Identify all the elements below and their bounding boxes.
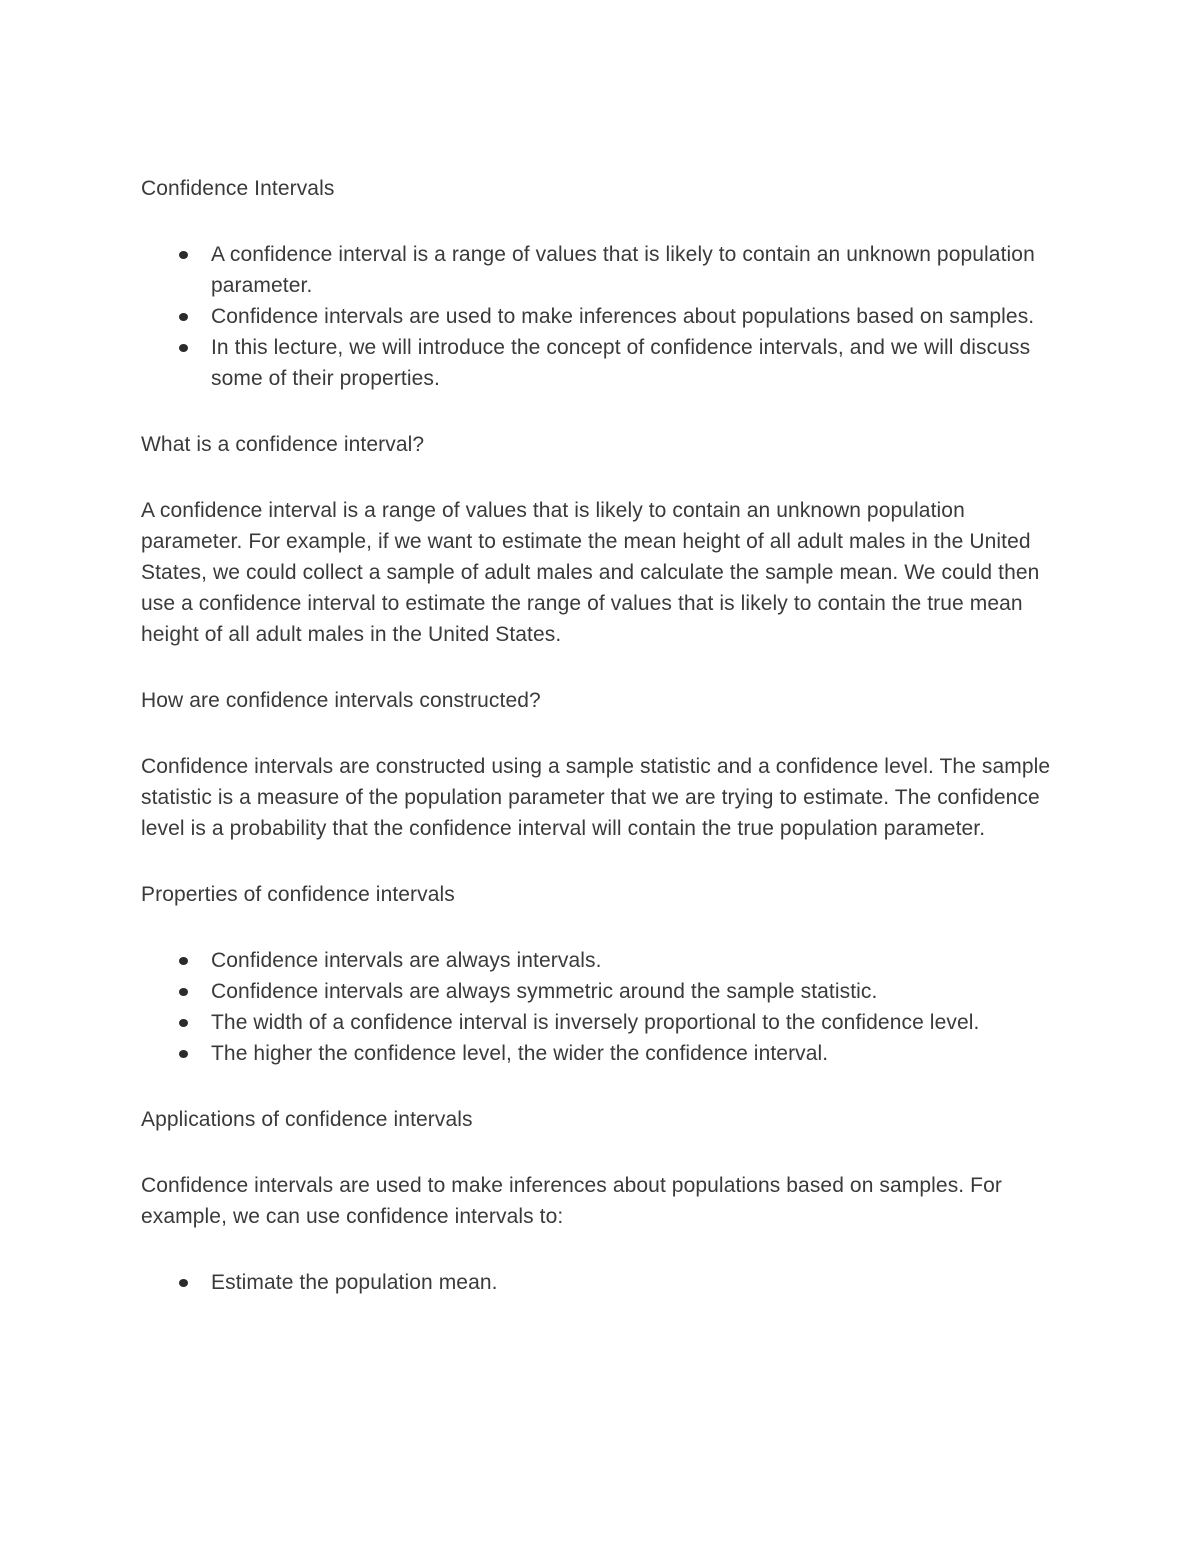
list-item: In this lecture, we will introduce the concept of confidence intervals, and we will discuss some of their properties.: [211, 332, 1071, 394]
section-body-how: Confidence intervals are constructed using a sample statistic and a confidence level. The sample statistic is a measure of the population parameter that we are trying to estimate. The confidence level is a probability that the confidence interval will contain the true population parameter.: [141, 755, 1051, 840]
document-page: [141, 173, 1071, 1333]
section-body-what: A confidence interval is a range of values that is likely to contain an unknown population parameter. For example, if we want to estimate the mean height of all adult males in the United States, we could collect a sample of adult males and calculate the sample mean. We could then use a confidence interval to estimate the range of values that is likely to contain the true mean height of all adult males in the United States.: [141, 499, 1040, 646]
applications-bullet-list: [141, 1267, 1071, 1298]
section-heading-how: How are confidence intervals constructed?: [141, 689, 541, 712]
section-body-applications: Confidence intervals are used to make inferences about populations based on samples. For example, we can use confidence intervals to:: [141, 1174, 1002, 1228]
section-heading-applications: Applications of confidence intervals: [141, 1108, 473, 1131]
list-item: Confidence intervals are used to make inferences about populations based on samples.: [211, 301, 1071, 332]
list-item: The width of a confidence interval is inversely proportional to the confidence level.: [211, 1007, 1071, 1038]
list-item: Confidence intervals are always intervals.: [211, 945, 1071, 976]
section-heading-what: What is a confidence interval?: [141, 433, 425, 456]
properties-bullet-list: [141, 945, 1071, 1069]
section-heading-properties: Properties of confidence intervals: [141, 883, 455, 906]
list-item: Confidence intervals are always symmetric around the sample statistic.: [211, 976, 1071, 1007]
intro-bullet-list: [141, 239, 1071, 394]
list-item: Estimate the population mean.: [211, 1267, 1071, 1298]
list-item: The higher the confidence level, the wider the confidence interval.: [211, 1038, 1071, 1069]
document-title: Confidence Intervals: [141, 177, 335, 200]
list-item: A confidence interval is a range of values that is likely to contain an unknown population parameter.: [211, 239, 1071, 301]
